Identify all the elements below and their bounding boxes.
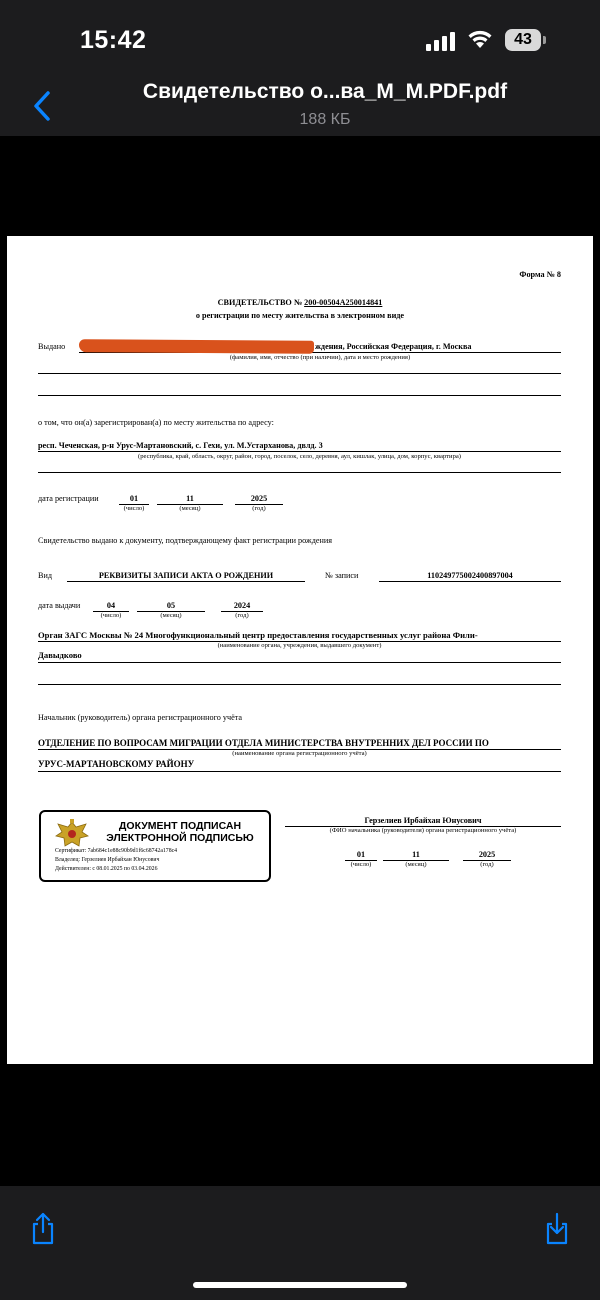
stamp-title-line2: ЭЛЕКТРОННОЙ ПОДПИСЬЮ: [106, 832, 254, 844]
issue-month-caption: (месяц): [160, 612, 182, 619]
issue-year: 2024: [233, 601, 251, 610]
reg-day: 01: [129, 494, 139, 503]
dept-line2: УРУС-МАРТАНОВСКОМУ РАЙОНУ: [38, 759, 195, 769]
redaction-mark: [79, 339, 314, 354]
issued-caption: (фамилия, имя, отчество (при наличии), дата и место рождения): [229, 354, 411, 361]
e-signature-stamp: [39, 810, 271, 882]
issue-day: 04: [106, 601, 116, 610]
save-to-files-icon[interactable]: [542, 1212, 572, 1246]
signer-caption: (ФИО начальника (руководителя) органа регистрационного учёта): [329, 827, 517, 834]
kind-label: Вид: [38, 571, 53, 580]
battery-cap: [543, 36, 546, 44]
dept-line: [38, 771, 561, 772]
reg-year: 2025: [250, 494, 268, 503]
blank-line: [38, 684, 561, 685]
status-bar: [0, 0, 600, 80]
dept-line1: ОТДЕЛЕНИЕ ПО ВОПРОСАМ МИГРАЦИИ ОТДЕЛА МИНИСТЕРСТВА ВНУТРЕННИХ ДЕЛ РОССИИ ПО: [38, 738, 489, 748]
blank-line: [38, 395, 561, 396]
head-label: Начальник (руководитель) органа регистрационного учёта: [38, 713, 243, 722]
sign-day-caption: (число): [350, 861, 372, 868]
wifi-icon: [466, 28, 494, 50]
blank-line: [38, 472, 561, 473]
share-icon[interactable]: [28, 1212, 58, 1246]
reg-day-caption: (число): [123, 505, 145, 512]
back-chevron-icon[interactable]: [28, 88, 58, 124]
blank-line: [38, 373, 561, 374]
reg-month-caption: (месяц): [179, 505, 201, 512]
sign-day: 01: [356, 850, 366, 859]
reg-month: 11: [186, 494, 194, 503]
file-title: Свидетельство о...ва_М_М.PDF.pdf: [142, 80, 508, 103]
stamp-title: [95, 820, 265, 844]
cert-number: 200-00504A250014841: [304, 298, 383, 307]
basis-text: Свидетельство выдано к документу, подтверждающему факт регистрации рождения: [38, 536, 333, 545]
eagle-emblem-icon: [53, 818, 91, 852]
organ-line1: Орган ЗАГС Москвы № 24 Многофункциональный центр предоставления государственных услуг района Фили-: [38, 630, 478, 640]
form-number: Форма № 8: [519, 270, 561, 279]
stamp-valid: Действителен: с 08.01.2025 по 03.04.2026: [55, 866, 158, 872]
address-line: [38, 451, 561, 452]
record-value: 110249775002400897004: [427, 571, 513, 580]
record-line: [379, 581, 561, 582]
sign-year: 2025: [478, 850, 496, 859]
issue-date-label: дата выдачи: [38, 601, 81, 610]
reg-year-caption: (год): [252, 505, 266, 512]
signer-name: Герзелиев Ирбайхан Юнусович: [364, 816, 482, 825]
kind-line: [67, 581, 305, 582]
issue-year-caption: (год): [235, 612, 249, 619]
home-indicator[interactable]: [193, 1282, 407, 1288]
organ-line: [38, 662, 561, 663]
doc-title: [7, 298, 593, 307]
sign-year-caption: (год): [480, 861, 494, 868]
issued-label: Выдано: [38, 342, 66, 351]
nav-bar: [0, 80, 600, 136]
pdf-page[interactable]: [7, 236, 593, 1064]
kind-value: РЕКВИЗИТЫ ЗАПИСИ АКТА О РОЖДЕНИИ: [98, 571, 274, 580]
file-size: 188 КБ: [299, 111, 351, 128]
organ-caption: (наименование органа, учреждения, выдавшего документ): [217, 642, 382, 649]
battery-indicator: 43: [505, 29, 541, 51]
stamp-title-line1: ДОКУМЕНТ ПОДПИСАН: [118, 820, 242, 832]
record-label: № записи: [325, 571, 359, 580]
bottom-toolbar: [0, 1186, 600, 1300]
issue-day-caption: (число): [100, 612, 122, 619]
address-value: респ. Чеченская, р-н Урус-Мартановский, с. Гехи, ул. М.Устарханова, двлд. 3: [38, 441, 323, 450]
about-text: о том, что он(а) зарегистрирован(а) по месту жительства по адресу:: [38, 418, 274, 427]
doc-subtitle: о регистрации по месту жительства в электронном виде: [195, 311, 405, 320]
issued-value: ждения, Российская Федерация, г. Москва: [315, 342, 472, 351]
status-time: 15:42: [80, 26, 147, 54]
issue-month: 05: [166, 601, 176, 610]
organ-line2: Давыдково: [38, 650, 82, 660]
signal-icon: [426, 31, 460, 51]
sign-month-caption: (месяц): [405, 861, 427, 868]
dept-caption: (наименование органа регистрационного учёта): [232, 750, 367, 757]
sign-month: 11: [412, 850, 420, 859]
doc-title-prefix: СВИДЕТЕЛЬСТВО №: [217, 298, 303, 307]
reg-date-label: дата регистрации: [38, 494, 99, 503]
address-caption: (республика, край, область, округ, район, город, поселок, село, деревня, аул, кишлак, улица, дом, корпус, квартира): [138, 453, 461, 460]
stamp-owner: Владелец: Герзелиев Ирбайхан Юнусович: [55, 857, 160, 863]
stamp-cert: Сертификат: 7ab684c1e88c90b9d1f6c68742a178c4: [55, 848, 178, 854]
